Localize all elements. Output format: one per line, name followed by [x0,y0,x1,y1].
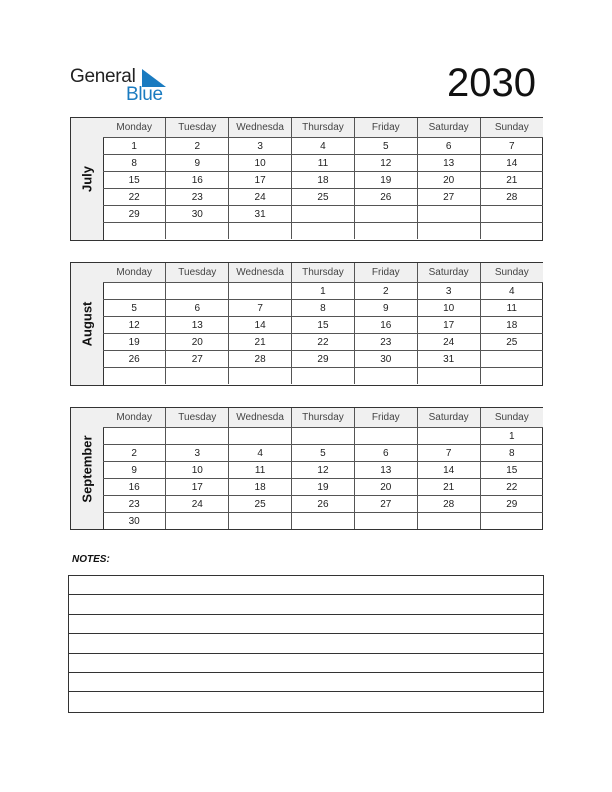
day-cell[interactable]: 19 [292,479,355,496]
week-row [103,138,543,155]
day-cell[interactable] [229,223,292,240]
weekday-header: Thursday [292,263,355,283]
week-row [103,189,543,206]
week-row [103,351,543,368]
day-cell[interactable]: 14 [229,317,292,334]
week-row [103,428,543,445]
day-cell[interactable] [354,428,417,445]
day-cell[interactable]: 25 [292,189,355,206]
day-cell[interactable] [166,223,229,240]
day-cell[interactable]: 13 [354,462,417,479]
day-cell[interactable]: 19 [103,334,166,351]
day-cell[interactable] [417,206,480,223]
day-cell[interactable]: 12 [354,155,417,172]
day-cell[interactable]: 1 [292,283,355,300]
day-cell[interactable]: 21 [480,172,543,189]
day-cell[interactable]: 10 [229,155,292,172]
day-cell[interactable] [417,368,480,385]
weekday-header: Friday [354,118,417,138]
month-label-box [71,263,104,385]
notes-title: NOTES: [72,554,110,565]
day-cell[interactable]: 6 [166,300,229,317]
day-cell[interactable]: 7 [480,138,543,155]
day-cell[interactable]: 28 [417,496,480,513]
week-row [103,368,543,385]
day-cell[interactable]: 27 [166,351,229,368]
notes-line[interactable] [69,634,543,653]
day-cell[interactable]: 18 [292,172,355,189]
day-cell[interactable] [480,368,543,385]
day-cell[interactable]: 11 [292,155,355,172]
weekday-header: Saturday [417,408,480,428]
week-row [103,283,543,300]
day-cell[interactable]: 31 [229,206,292,223]
day-cell[interactable] [354,206,417,223]
day-cell[interactable]: 2 [103,445,166,462]
day-cell[interactable]: 9 [354,300,417,317]
day-cell[interactable]: 2 [166,138,229,155]
day-cell[interactable]: 26 [354,189,417,206]
day-cell[interactable]: 15 [103,172,166,189]
weekday-header: Friday [354,263,417,283]
day-cell[interactable]: 25 [229,496,292,513]
notes-area[interactable] [68,575,544,713]
weekday-header: Saturday [417,263,480,283]
day-cell[interactable]: 4 [480,283,543,300]
day-cell[interactable]: 12 [103,317,166,334]
day-cell[interactable]: 28 [229,351,292,368]
day-cell[interactable]: 4 [292,138,355,155]
day-cell[interactable]: 5 [292,445,355,462]
week-row [103,445,543,462]
day-cell[interactable]: 24 [417,334,480,351]
weekday-header: Monday [103,118,166,138]
day-cell[interactable]: 1 [480,428,543,445]
day-cell[interactable] [480,223,543,240]
weekday-header: Monday [103,408,166,428]
day-cell[interactable]: 13 [417,155,480,172]
month-label-box [71,118,104,240]
weekday-header: Friday [354,408,417,428]
day-cell[interactable] [229,428,292,445]
day-cell[interactable] [417,513,480,530]
day-cell[interactable]: 28 [480,189,543,206]
day-cell[interactable]: 21 [417,479,480,496]
day-cell[interactable] [354,513,417,530]
day-cell[interactable] [166,368,229,385]
weekday-header-row [103,263,543,283]
day-cell[interactable]: 3 [229,138,292,155]
day-cell[interactable]: 16 [103,479,166,496]
day-cell[interactable]: 30 [103,513,166,530]
week-row [103,206,543,223]
weekday-header: Sunday [480,408,543,428]
week-row [103,462,543,479]
day-cell[interactable]: 4 [229,445,292,462]
weekday-header: Monday [103,263,166,283]
weekday-header-row [103,408,543,428]
day-cell[interactable] [292,368,355,385]
day-cell[interactable] [480,513,543,530]
day-cell[interactable]: 1 [103,138,166,155]
day-cell[interactable] [292,206,355,223]
day-cell[interactable]: 6 [354,445,417,462]
day-cell[interactable]: 27 [417,189,480,206]
day-cell[interactable]: 20 [166,334,229,351]
day-cell[interactable]: 24 [229,189,292,206]
day-cell[interactable]: 23 [354,334,417,351]
day-cell[interactable] [417,223,480,240]
day-cell[interactable]: 22 [480,479,543,496]
day-cell[interactable]: 14 [417,462,480,479]
notes-line[interactable] [69,654,543,673]
day-cell[interactable]: 16 [354,317,417,334]
week-row [103,334,543,351]
weekday-header: Wednesda [229,408,292,428]
day-cell[interactable]: 21 [229,334,292,351]
day-cell[interactable]: 17 [166,479,229,496]
day-cell[interactable]: 19 [354,172,417,189]
day-cell[interactable]: 3 [417,283,480,300]
day-cell[interactable]: 9 [103,462,166,479]
day-cell[interactable] [229,368,292,385]
weekday-header: Tuesday [166,118,229,138]
weekday-header: Wednesda [229,118,292,138]
day-cell[interactable]: 27 [354,496,417,513]
day-cell[interactable]: 25 [480,334,543,351]
day-cell[interactable]: 29 [292,351,355,368]
day-cell[interactable] [103,428,166,445]
week-row [103,155,543,172]
day-cell[interactable] [417,428,480,445]
notes-line[interactable] [69,576,543,595]
day-cell[interactable]: 15 [480,462,543,479]
notes-line[interactable] [69,673,543,692]
week-row [103,496,543,513]
month-block-september [70,407,543,530]
day-cell[interactable]: 30 [166,206,229,223]
month-label-box [71,408,104,529]
day-cell[interactable] [292,513,355,530]
notes-line[interactable] [69,615,543,634]
weekday-header: Thursday [292,118,355,138]
day-cell[interactable]: 7 [229,300,292,317]
day-cell[interactable]: 16 [166,172,229,189]
day-cell[interactable]: 3 [166,445,229,462]
day-cell[interactable]: 17 [229,172,292,189]
weekday-header: Sunday [480,118,543,138]
weekday-header: Wednesda [229,263,292,283]
day-cell[interactable]: 31 [417,351,480,368]
week-row [103,172,543,189]
day-cell[interactable]: 5 [103,300,166,317]
week-row [103,317,543,334]
month-block-august [70,262,543,386]
day-cell[interactable] [292,428,355,445]
weekday-header: Tuesday [166,263,229,283]
day-cell[interactable]: 30 [354,351,417,368]
day-cell[interactable]: 2 [354,283,417,300]
year-title: 2030 [447,61,536,105]
weekday-header: Saturday [417,118,480,138]
week-row [103,513,543,530]
day-cell[interactable]: 10 [417,300,480,317]
day-cell[interactable]: 26 [292,496,355,513]
day-cell[interactable]: 23 [103,496,166,513]
notes-line[interactable] [69,692,543,711]
day-cell[interactable]: 8 [292,300,355,317]
month-label: September [79,434,95,503]
day-cell[interactable] [292,223,355,240]
day-cell[interactable] [354,223,417,240]
day-cell[interactable]: 22 [292,334,355,351]
weekday-header: Thursday [292,408,355,428]
day-cell[interactable] [103,223,166,240]
day-cell[interactable]: 14 [480,155,543,172]
weekday-header-row [103,118,543,138]
day-cell[interactable] [166,428,229,445]
day-cell[interactable]: 29 [480,496,543,513]
day-cell[interactable]: 8 [480,445,543,462]
day-cell[interactable]: 8 [103,155,166,172]
day-cell[interactable] [166,283,229,300]
day-cell[interactable] [480,206,543,223]
notes-line[interactable] [69,595,543,614]
day-cell[interactable] [229,513,292,530]
day-cell[interactable] [480,351,543,368]
week-row [103,479,543,496]
day-cell[interactable]: 6 [417,138,480,155]
day-cell[interactable] [229,283,292,300]
weekday-header: Tuesday [166,408,229,428]
month-label: August [79,301,95,347]
week-row [103,223,543,240]
day-cell[interactable]: 18 [480,317,543,334]
day-cell[interactable]: 9 [166,155,229,172]
day-cell[interactable]: 22 [103,189,166,206]
day-cell[interactable] [103,368,166,385]
day-cell[interactable] [103,283,166,300]
calendar-grid [103,408,543,529]
day-cell[interactable]: 7 [417,445,480,462]
day-cell[interactable]: 23 [166,189,229,206]
day-cell[interactable]: 15 [292,317,355,334]
day-cell[interactable]: 13 [166,317,229,334]
day-cell[interactable]: 18 [229,479,292,496]
day-cell[interactable] [354,368,417,385]
weekday-header: Sunday [480,263,543,283]
day-cell[interactable]: 29 [103,206,166,223]
day-cell[interactable]: 5 [354,138,417,155]
day-cell[interactable]: 20 [417,172,480,189]
day-cell[interactable]: 20 [354,479,417,496]
month-label: July [79,165,95,193]
day-cell[interactable] [166,513,229,530]
logo [70,66,180,106]
day-cell[interactable]: 10 [166,462,229,479]
day-cell[interactable]: 11 [229,462,292,479]
month-block-july [70,117,543,241]
day-cell[interactable]: 11 [480,300,543,317]
day-cell[interactable]: 24 [166,496,229,513]
calendar-grid [103,263,543,384]
calendar-grid [103,118,543,239]
week-row [103,300,543,317]
logo-blue-text: Blue [126,84,163,105]
day-cell[interactable]: 17 [417,317,480,334]
day-cell[interactable]: 12 [292,462,355,479]
logo-general-text: General [70,66,136,87]
day-cell[interactable]: 26 [103,351,166,368]
